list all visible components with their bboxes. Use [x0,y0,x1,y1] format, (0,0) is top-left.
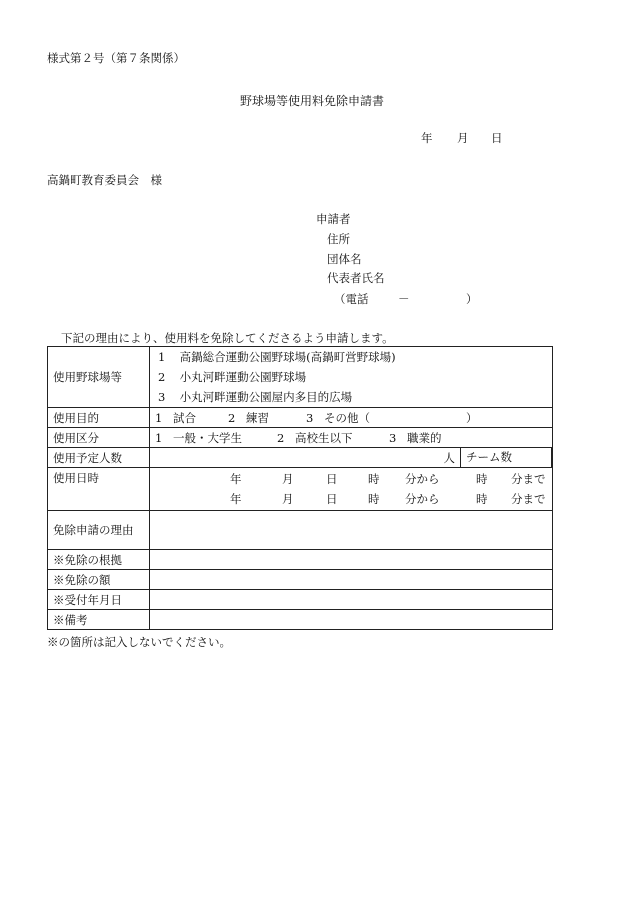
dt-from: 分から [405,492,440,506]
received-field [150,590,553,610]
category-num: 1 [155,430,163,445]
date-year: 年 [421,131,433,145]
purpose-label: 使用目的 [48,408,150,428]
facility-num: 3 [158,390,166,404]
teams-field[interactable] [461,448,553,468]
purpose-option-other[interactable] [306,410,466,426]
dt-from: 分から [405,472,440,486]
facility-option[interactable] [158,367,544,387]
facility-option[interactable] [158,347,544,367]
purpose-close: ） [466,410,478,425]
facility-num: 2 [158,370,166,384]
facility-name: 小丸河畔運動公園野球場 [179,370,307,384]
purpose-num: 2 [228,410,236,425]
applicant-group-name: 団体名 [327,252,362,266]
facility-name: 小丸河畔運動公園屋内多目的広場 [179,390,353,404]
reason-label: 免除申請の理由 [48,511,150,550]
reason-row [48,511,553,550]
category-num: 2 [277,430,285,445]
dt-month: 月 [282,492,294,506]
date-month: 月 [457,131,469,145]
facility-label: 使用野球場等 [48,347,150,408]
dt-hour: 時 [476,472,488,486]
applicant-address: 住所 [327,232,350,246]
remarks-label: ※備考 [48,610,150,630]
amount-field [150,570,553,590]
form-title: 野球場等使用料免除申請書 [240,94,385,108]
category-options [150,428,553,448]
dt-hour: 時 [368,472,380,486]
dt-hour: 時 [368,492,380,506]
basis-field [150,550,553,570]
purpose-option[interactable] [155,410,228,426]
facility-name: 高鍋総合運動公園野球場(高鍋町営野球場) [179,350,396,364]
datetime-row [48,468,553,511]
basis-row [48,550,553,570]
purpose-option[interactable] [228,410,306,426]
purpose-row [48,408,553,428]
remarks-row [48,610,553,630]
form-number: 様式第２号（第７条関係） [47,51,185,65]
phone-dash: － [398,292,410,306]
dt-year: 年 [230,492,242,506]
category-option[interactable] [155,430,277,446]
purpose-name: 練習 [246,410,269,425]
amount-label: ※免除の額 [48,570,150,590]
datetime-label: 使用日時 [48,468,150,511]
intro-text: 下記の理由により、使用料を免除してくださるよう申請します。 [61,331,394,345]
application-table [47,346,553,630]
category-label: 使用区分 [48,428,150,448]
category-name: 高校生以下 [295,430,353,445]
category-option[interactable] [277,430,389,446]
purpose-name: 試合 [173,410,196,425]
people-field[interactable] [150,448,461,468]
remarks-field [150,610,553,630]
phone-open: （電話 [334,292,369,306]
dt-year: 年 [230,472,242,486]
received-label: ※受付年月日 [48,590,150,610]
dt-until: 分まで [511,472,546,486]
basis-label: ※免除の根拠 [48,550,150,570]
teams-label: チーム数 [461,448,552,467]
people-row [48,448,553,468]
facility-num: 1 [158,350,166,364]
received-row [48,590,553,610]
category-name: 職業的 [407,430,442,445]
people-label: 使用予定人数 [48,448,150,468]
dt-hour: 時 [476,492,488,506]
purpose-num: 1 [155,410,163,425]
dt-day: 日 [326,492,338,506]
datetime-end-line [150,489,552,509]
addressee: 高鍋町教育委員会 様 [47,173,162,187]
datetime-field[interactable] [150,468,553,511]
phone-close: ） [466,292,478,306]
dt-month: 月 [282,472,294,486]
purpose-options [150,408,553,428]
dt-until: 分まで [511,492,546,506]
category-row [48,428,553,448]
dt-day: 日 [326,472,338,486]
reason-field[interactable] [150,511,553,550]
date-day: 日 [491,131,503,145]
purpose-name: その他（ [324,410,370,425]
category-num: 3 [389,430,397,445]
category-name: 一般・大学生 [173,430,242,445]
category-option[interactable] [389,430,442,446]
facility-option[interactable] [158,387,544,407]
purpose-num: 3 [306,410,314,425]
applicant-label: 申請者 [316,212,351,226]
facility-options [150,347,553,408]
facility-row [48,347,553,408]
amount-row [48,570,553,590]
people-unit: 人 [443,450,455,465]
applicant-representative: 代表者氏名 [327,271,385,285]
footnote: ※の箇所は記入しないでください。 [47,635,231,649]
datetime-start-line [150,469,552,489]
